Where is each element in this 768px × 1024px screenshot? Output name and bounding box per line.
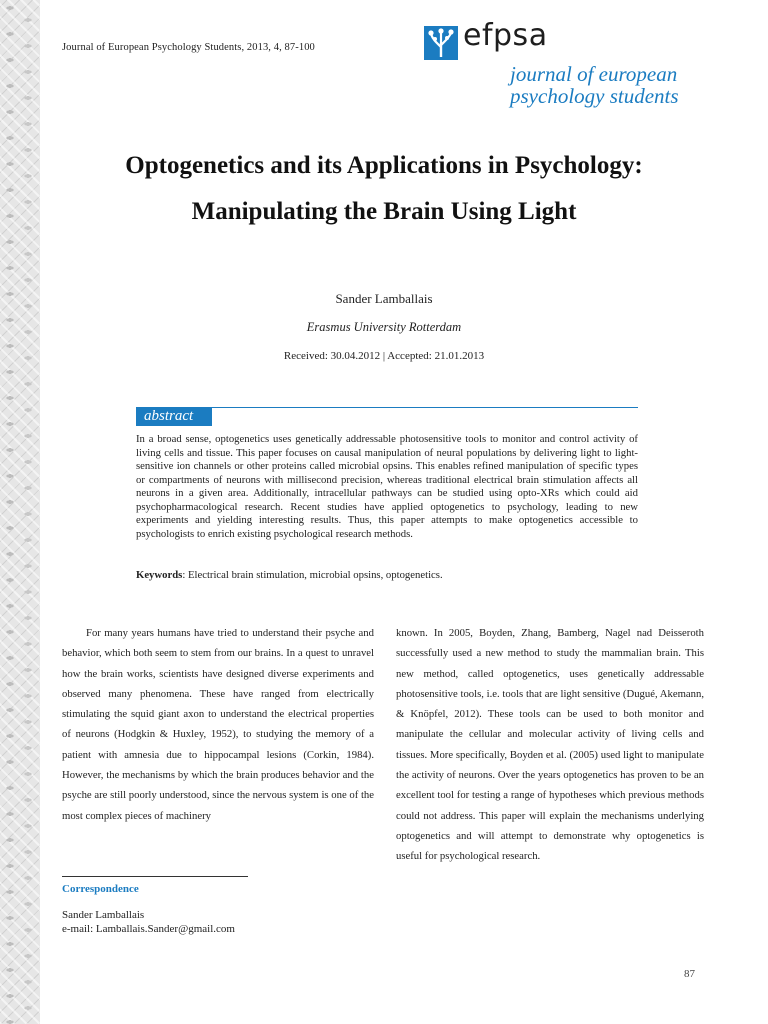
journal-reference: Journal of European Psychology Students, 2013, 4, 87-100 <box>62 42 315 53</box>
article-title-line1: Optogenetics and its Applications in Psychology: <box>125 152 643 179</box>
logo-wordmark: efpsa <box>463 18 548 53</box>
submission-dates: Received: 30.04.2012 | Accepted: 21.01.2013 <box>283 350 485 362</box>
author-name: Sander Lamballais <box>335 291 433 306</box>
page-number: 87 <box>684 968 695 980</box>
correspondence-email: e-mail: Lamballais.Sander@gmail.com <box>62 923 235 935</box>
logo-subtitle-line1: journal of european <box>510 62 678 86</box>
logo-subtitle-line2: psychology students <box>510 84 679 108</box>
decorative-side-pattern <box>0 0 40 1024</box>
abstract-text: In a broad sense, optogenetics uses genetically addressable photosensitive tools to monitor and control activity of living cells and tissue. This paper focuses on causal manipulation of neural populations by delivering light to light-sensitive ion channels or other proteins called microbial opsins. This enables refined manipulation of specific types or compartments of neurons with millisecond precision, whereas traditional electrical brain stimulation affects all neurons in a given area. Additionally, intracellular pathways can be studied using opto-XRs which could aid psychopharmacological research. Recent studies have applied optogenetics to psychology, leading to new experiments and yielding interesting results. Thus, this paper attempts to make optogenetics accessible to psychologists to enrich existing psychological research methods. <box>136 433 638 540</box>
efpsa-tree-icon <box>424 26 458 60</box>
correspondence-divider <box>62 876 248 877</box>
journal-logo <box>424 18 724 114</box>
correspondence-heading: Correspondence <box>62 883 139 895</box>
keywords-label: Keywords <box>136 569 183 581</box>
keywords-list: : Electrical brain stimulation, microbial opsins, optogenetics. <box>182 569 443 581</box>
article-title-line2: Manipulating the Brain Using Light <box>191 198 577 225</box>
author-affiliation: Erasmus University Rotterdam <box>306 320 462 334</box>
correspondence-name: Sander Lamballais <box>62 909 145 921</box>
body-column-left: For many years humans have tried to understand their psyche and behavior, which both seem to stem from our brains. In a quest to unravel how the brain works, scientists have designed diverse experiments and observed many phenomena. These have ranged from electrically stimulating the squid giant axon to understand the electrical properties of neurons (Hodgkin & Huxley, 1952), to studying the memory of a patient with amnesia due to hippocampal lesions (Corkin, 1984). However, the mechanisms by which the brain produces behavior and the psyche are still poorly understood, since the nervous system is one of the most complex pieces of machinery <box>62 627 374 822</box>
keywords <box>136 569 638 581</box>
body-column-right: known. In 2005, Boyden, Zhang, Bamberg, Nagel nad Deisseroth successfully used a new method to study the mammalian brain. This new method, called optogenetics, uses genetically addressable photosensitive tools, i.e. tools that are light sensitive (Dugué, Akemann, & Knöpfel, 2012). These tools can be used to both monitor and manipulate the cellular and molecular activity of living cells and tissues. More specifically, Boyden et al. (2005) used light to manipulate the activity of neurons. Over the years optogenetics has proven to be an excellent tool for testing a range of hypotheses which previous methods could not address. This paper will explain the mechanisms underlying optogenetics and will attempt to demonstrate why optogenetics is useful for psychological research. <box>396 627 704 863</box>
abstract-label: abstract <box>136 407 212 426</box>
